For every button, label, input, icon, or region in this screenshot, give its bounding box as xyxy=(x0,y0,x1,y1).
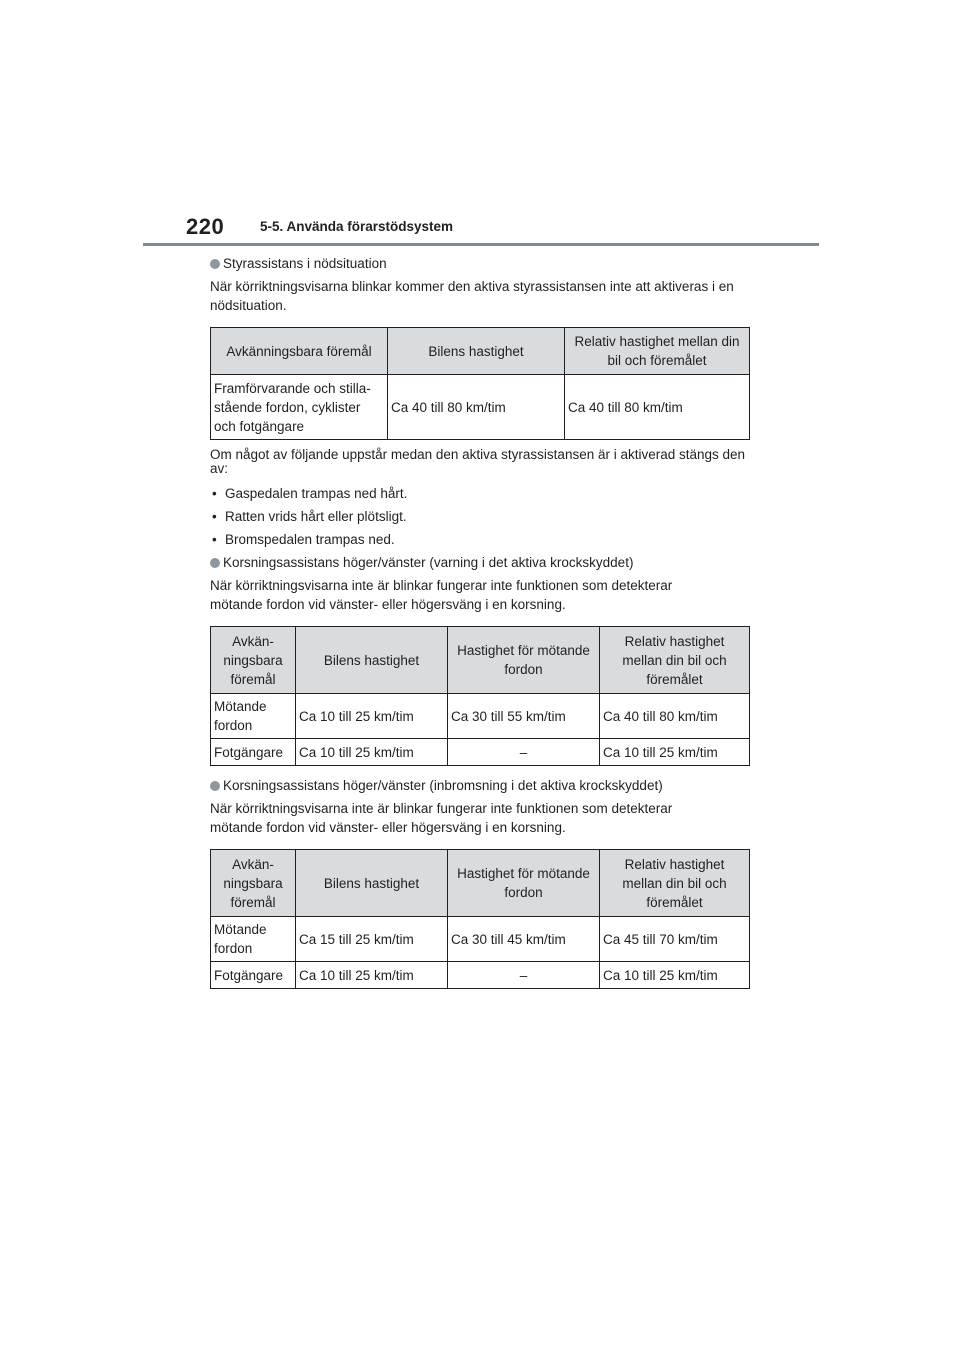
table-row xyxy=(211,917,750,962)
table-header-cell: Bilens hastighet xyxy=(388,328,565,375)
section2-body: När körriktningsvisarna inte är blinkar fungerar inte funktionen som detekterar mötande fordon vid vänster- eller högersväng i en korsning. xyxy=(210,578,673,612)
table-steering-assist xyxy=(210,327,750,440)
table-cell: Mötande fordon xyxy=(211,694,296,739)
table-row xyxy=(211,694,750,739)
section3-heading-text: Korsningsassistans höger/vänster (inbromsning i det aktiva krockskyddet) xyxy=(223,778,663,793)
table-row xyxy=(211,962,750,989)
table-cell: Ca 40 till 80 km/tim xyxy=(565,375,750,440)
table-header-cell: Relativ hastighet mellan din bil och föremålet xyxy=(565,328,750,375)
table-cell: Fotgängare xyxy=(211,962,296,989)
table-cross-assist-warning xyxy=(210,626,750,766)
section1-body: När körriktningsvisarna blinkar kommer den aktiva styrassistansen inte att aktiveras i en nödsituation. xyxy=(210,279,734,313)
list-item: • Bromspedalen trampas ned. xyxy=(212,532,395,547)
table-header-cell: Relativ hastighet mellan din bil och föremålet xyxy=(600,850,750,917)
table-header-cell: Hastighet för mötande fordon xyxy=(448,627,600,694)
table-header-cell: Avkänningsbara föremål xyxy=(211,328,388,375)
table-header-row xyxy=(211,627,750,694)
cancel-intro: Om något av följande uppstår medan den aktiva styrassistansen är i aktiverad stängs den av: xyxy=(210,447,746,476)
table-cell: – xyxy=(448,962,600,989)
table-row xyxy=(211,375,750,440)
bullet-circle-icon xyxy=(210,781,220,791)
table-header-cell: Avkän-ningsbara föremål xyxy=(211,627,296,694)
section1-heading-text: Styrassistans i nödsituation xyxy=(223,256,387,271)
list-item-text: Bromspedalen trampas ned. xyxy=(225,532,395,547)
table-cell: Framförvarande och stilla-stående fordon, cyklister och fotgängare xyxy=(211,375,388,440)
page-content xyxy=(210,254,755,989)
table-cross-assist-braking xyxy=(210,849,750,989)
list-item: • Gaspedalen trampas ned hårt. xyxy=(212,486,408,501)
table-header-cell: Avkän-ningsbara föremål xyxy=(211,850,296,917)
section3-heading xyxy=(210,776,755,795)
table-cell: Ca 30 till 45 km/tim xyxy=(448,917,600,962)
bullet-circle-icon xyxy=(210,259,220,269)
table-row xyxy=(211,739,750,766)
table-cell: Ca 30 till 55 km/tim xyxy=(448,694,600,739)
table-cell: Ca 40 till 80 km/tim xyxy=(600,694,750,739)
section2-heading-text: Korsningsassistans höger/vänster (varning i det aktiva krockskyddet) xyxy=(223,555,634,570)
table-header-row xyxy=(211,850,750,917)
table-header-cell: Bilens hastighet xyxy=(296,627,448,694)
section1-heading xyxy=(210,254,755,273)
page-number: 220 xyxy=(186,214,225,239)
list-item: • Ratten vrids hårt eller plötsligt. xyxy=(212,509,407,524)
bullet-circle-icon xyxy=(210,558,220,568)
table-cell: Fotgängare xyxy=(211,739,296,766)
header-rule xyxy=(143,243,819,246)
table-cell: Mötande fordon xyxy=(211,917,296,962)
table-header-row xyxy=(211,328,750,375)
table-cell: Ca 10 till 25 km/tim xyxy=(296,739,448,766)
table-cell: Ca 40 till 80 km/tim xyxy=(388,375,565,440)
table-cell: Ca 10 till 25 km/tim xyxy=(600,962,750,989)
table-cell: – xyxy=(448,739,600,766)
table-header-cell: Bilens hastighet xyxy=(296,850,448,917)
table-cell: Ca 10 till 25 km/tim xyxy=(600,739,750,766)
table-cell: Ca 10 till 25 km/tim xyxy=(296,694,448,739)
table-cell: Ca 10 till 25 km/tim xyxy=(296,962,448,989)
table-cell: Ca 15 till 25 km/tim xyxy=(296,917,448,962)
table-header-cell: Relativ hastighet mellan din bil och föremålet xyxy=(600,627,750,694)
table-cell: Ca 45 till 70 km/tim xyxy=(600,917,750,962)
section-title: 5-5. Använda förarstödsystem xyxy=(260,219,454,234)
section2-heading xyxy=(210,553,755,572)
list-item-text: Gaspedalen trampas ned hårt. xyxy=(225,486,408,501)
table-header-cell: Hastighet för mötande fordon xyxy=(448,850,600,917)
list-item-text: Ratten vrids hårt eller plötsligt. xyxy=(225,509,407,524)
section3-body: När körriktningsvisarna inte är blinkar fungerar inte funktionen som detekterar mötande fordon vid vänster- eller högersväng i en korsning. xyxy=(210,801,673,835)
